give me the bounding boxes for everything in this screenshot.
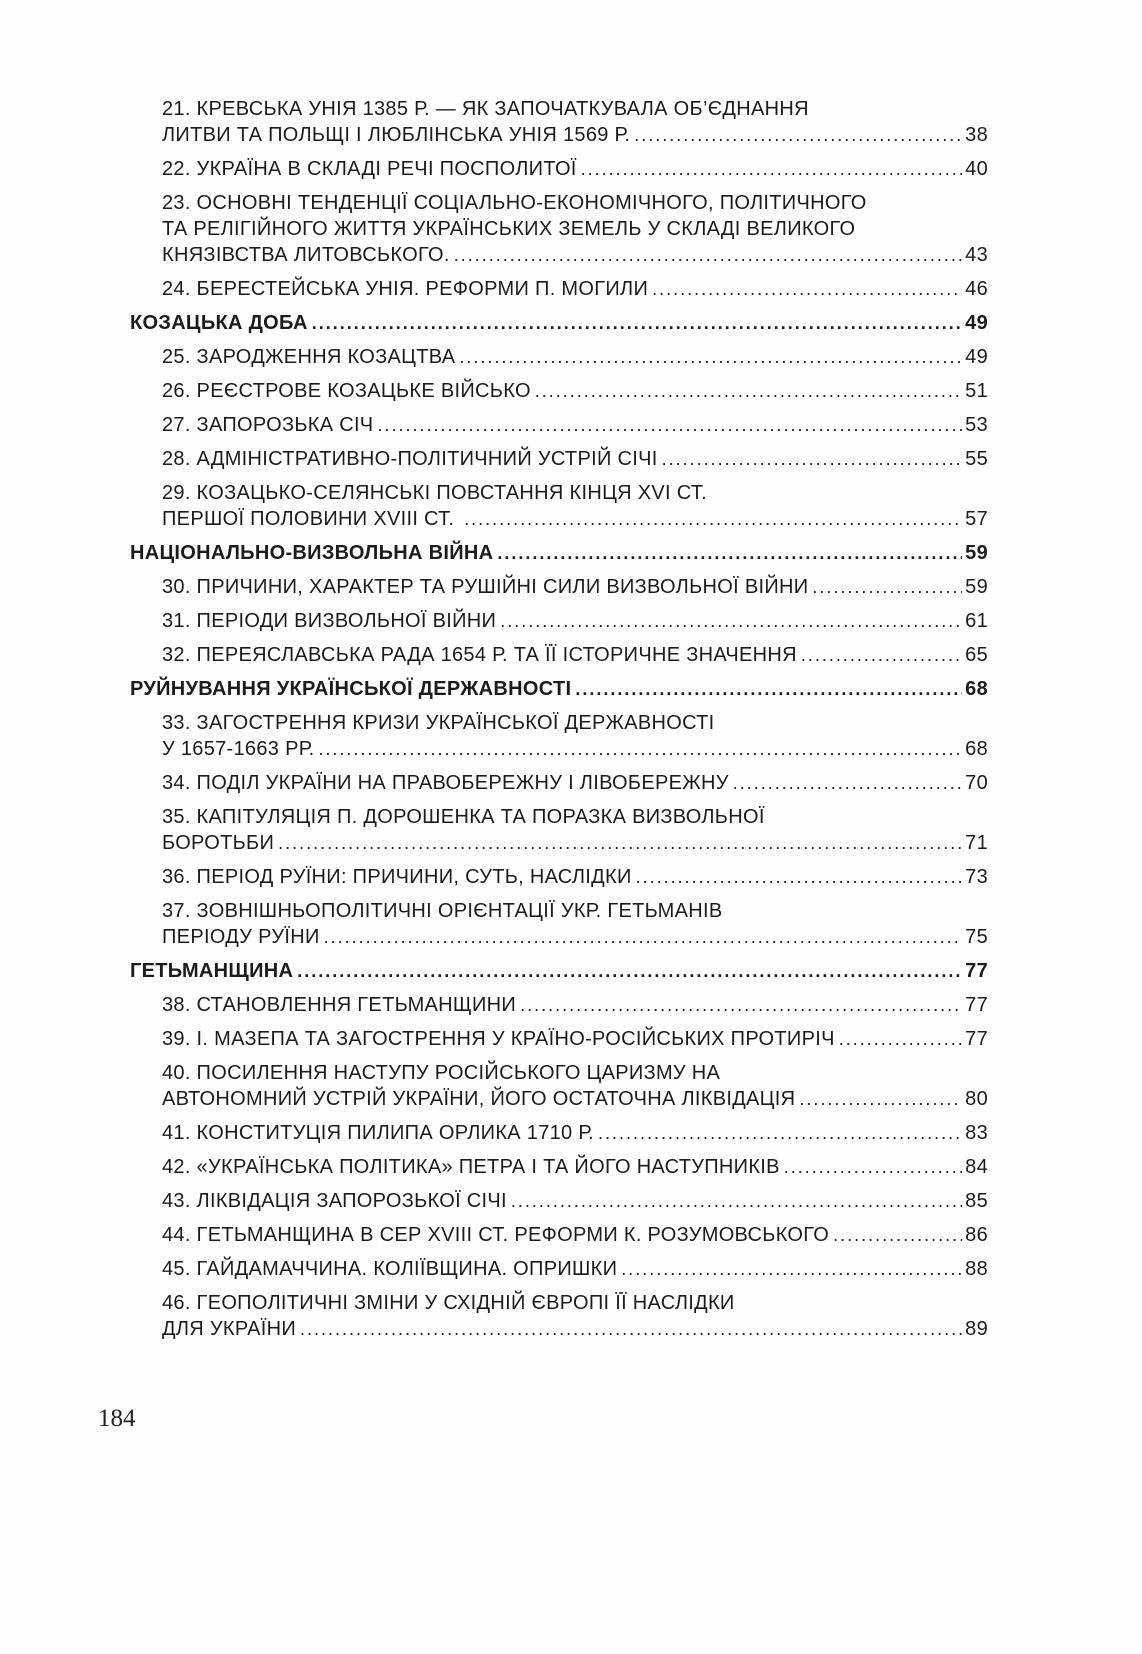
toc-entry-title: КНЯЗІВСТВА ЛИТОВСЬКОГО. [162,244,450,266]
toc-entry-title: ЛИТВИ ТА ПОЛЬЩІ І ЛЮБЛІНСЬКА УНІЯ 1569 Р. [162,124,631,146]
toc-entry-title: 43. ЛІКВІДАЦІЯ ЗАПОРОЗЬКОЇ СІЧІ [162,1190,507,1212]
toc-entry-lastline [162,156,988,182]
toc-page-ref: 71 [965,832,988,854]
toc-item-row [130,344,988,370]
toc-entry-title: 34. ПОДІЛ УКРАЇНИ НА ПРАВОБЕРЕЖНУ І ЛІВОБЕРЕЖНУ [162,772,729,794]
toc-entry-lastline [162,1316,988,1342]
toc-item-row [130,1026,988,1052]
toc-entry-lastline [162,412,988,438]
toc-item-row [130,1188,988,1214]
toc-page-ref: 57 [965,508,988,530]
toc-page-ref: 43 [965,244,988,266]
toc-item-row [130,1256,988,1282]
page-number: 184 [98,1405,136,1432]
toc-entry-lastline [162,642,988,668]
toc-entry-title: КОЗАЦЬКА ДОБА [130,312,308,334]
dot-leader [784,1154,962,1180]
toc-entry-title: 32. ПЕРЕЯСЛАВСЬКА РАДА 1654 Р. ТА ЇЇ ІСТОРИЧНЕ ЗНАЧЕННЯ [162,644,797,666]
toc-page-ref: 51 [965,380,988,402]
toc-page-ref: 61 [965,610,988,632]
toc-entry-title: 28. АДМІНІСТРАТИВНО-ПОЛІТИЧНИЙ УСТРІЙ СІЧІ [162,448,658,470]
toc-item-row [130,1060,988,1112]
dot-leader [318,736,962,762]
toc-entry-lastline [162,344,988,370]
toc-page-ref: 40 [965,158,988,180]
toc-page-ref: 84 [965,1156,988,1178]
toc-entry-title: 30. ПРИЧИНИ, ХАРАКТЕР ТА РУШІЙНІ СИЛИ ВИЗВОЛЬНОЇ ВІЙНИ [162,576,809,598]
toc-item-row [130,864,988,890]
dot-leader [833,1222,962,1248]
dot-leader [662,446,963,472]
toc-entry-line: 40. ПОСИЛЕННЯ НАСТУПУ РОСІЙСЬКОГО ЦАРИЗМУ НА [162,1062,721,1084]
dot-leader [278,830,962,856]
dot-leader [801,642,962,668]
toc-item-row [130,480,988,532]
toc-entry-title: 31. ПЕРІОДИ ВИЗВОЛЬНОЇ ВІЙНИ [162,610,497,632]
toc-entry-line: 21. КРЕВСЬКА УНІЯ 1385 Р. — ЯК ЗАПОЧАТКУВАЛА ОБ’ЄДНАННЯ [162,98,809,120]
toc-entry-title: 41. КОНСТИТУЦІЯ ПИЛИПА ОРЛИКА 1710 Р. [162,1122,595,1144]
toc-entry-title: ПЕРШОЇ ПОЛОВИНИ XVIII СТ. [162,508,461,530]
toc-entry-title: 38. СТАНОВЛЕННЯ ГЕТЬМАНЩИНИ [162,994,517,1016]
toc-item-row [130,96,988,148]
toc-entry-title: ПЕРІОДУ РУЇНИ [162,926,320,948]
toc-item-row [130,276,988,302]
toc-entry-title: У 1657-1663 РР. [162,738,315,760]
toc-entry-title: 24. БЕРЕСТЕЙСЬКА УНІЯ. РЕФОРМИ П. МОГИЛИ [162,278,649,300]
toc-entry-lastline [130,676,988,702]
toc-entry-title: 39. І. МАЗЕПА ТА ЗАГОСТРЕННЯ У КРАЇНО-РОСІЙСЬКИХ ПРОТИРІЧ [162,1028,835,1050]
toc-page-ref: 46 [965,278,988,300]
toc-entry-title: 36. ПЕРІОД РУЇНИ: ПРИЧИНИ, СУТЬ, НАСЛІДКИ [162,866,632,888]
dot-leader [652,276,962,302]
table-of-contents [130,96,988,1350]
toc-entry-lastline [162,1222,988,1248]
toc-item-row [130,608,988,634]
toc-section-row [130,958,988,984]
toc-entry-lastline [162,924,988,950]
toc-item-row [130,1120,988,1146]
toc-entry-lastline [162,736,988,762]
toc-page-ref: 55 [965,448,988,470]
toc-entry-lastline [162,276,988,302]
dot-leader [497,540,962,566]
toc-entry-lastline [162,1026,988,1052]
dot-leader [297,958,962,984]
toc-item-row [130,898,988,950]
toc-entry-lastline [162,992,988,1018]
toc-entry-lastline [162,864,988,890]
dot-leader [377,412,962,438]
toc-item-row [130,412,988,438]
toc-item-row [130,804,988,856]
toc-page-ref: 85 [965,1190,988,1212]
dot-leader [511,1188,962,1214]
toc-entry-title: РУЙНУВАННЯ УКРАЇНСЬКОЇ ДЕРЖАВНОСТІ [130,678,572,700]
dot-leader [324,924,963,950]
toc-entry-lastline [162,378,988,404]
toc-item-row [130,190,988,268]
toc-item-row [130,1290,988,1342]
toc-page-ref: 53 [965,414,988,436]
toc-item-row [130,992,988,1018]
toc-page-ref: 73 [965,866,988,888]
toc-item-row [130,378,988,404]
toc-entry-lastline [130,540,988,566]
dot-leader [634,122,962,148]
toc-item-row [130,642,988,668]
dot-leader [300,1316,962,1342]
toc-entry-lastline [162,1120,988,1146]
toc-page-ref: 70 [965,772,988,794]
toc-item-row [130,770,988,796]
toc-item-row [130,574,988,600]
dot-leader [621,1256,962,1282]
toc-page-ref: 86 [965,1224,988,1246]
toc-page-ref: 77 [965,1028,988,1050]
toc-entry-title: 25. ЗАРОДЖЕННЯ КОЗАЦТВА [162,346,456,368]
toc-entry-line: 23. ОСНОВНІ ТЕНДЕНЦІЇ СОЦІАЛЬНО-ЕКОНОМІЧНОГО, ПОЛІТИЧНОГО [162,192,867,214]
dot-leader [312,310,962,336]
toc-page-ref: 77 [965,960,988,982]
toc-entry-lastline [162,446,988,472]
toc-page-ref: 75 [965,926,988,948]
dot-leader [799,1086,962,1112]
toc-page-ref: 49 [965,312,988,334]
dot-leader [839,1026,962,1052]
toc-entry-lastline [130,310,988,336]
toc-section-row [130,676,988,702]
dot-leader [464,506,962,532]
toc-entry-title: НАЦІОНАЛЬНО-ВИЗВОЛЬНА ВІЙНА [130,542,494,564]
toc-item-row [130,446,988,472]
toc-page-ref: 89 [965,1318,988,1340]
toc-entry-line: 46. ГЕОПОЛІТИЧНІ ЗМІНИ У СХІДНІЙ ЄВРОПІ ЇЇ НАСЛІДКИ [162,1292,735,1314]
toc-entry-lastline [162,1154,988,1180]
toc-entry-title: 45. ГАЙДАМАЧЧИНА. КОЛІЇВЩИНА. ОПРИШКИ [162,1258,618,1280]
toc-item-row [130,1222,988,1248]
toc-page-ref: 68 [965,738,988,760]
dot-leader [636,864,963,890]
dot-leader [454,242,962,268]
dot-leader [459,344,962,370]
toc-item-row [130,710,988,762]
toc-item-row [130,156,988,182]
toc-entry-title: 44. ГЕТЬМАНЩИНА В СЕР XVIII СТ. РЕФОРМИ К. РОЗУМОВСЬКОГО [162,1224,830,1246]
toc-page-ref: 59 [965,576,988,598]
toc-page-ref: 88 [965,1258,988,1280]
toc-entry-title: 22. УКРАЇНА В СКЛАДІ РЕЧІ ПОСПОЛИТОЇ [162,158,577,180]
dot-leader [581,156,962,182]
toc-entry-title: 26. РЕЄСТРОВЕ КОЗАЦЬКЕ ВІЙСЬКО [162,380,531,402]
dot-leader [598,1120,962,1146]
toc-section-row [130,540,988,566]
toc-entry-lastline [162,1188,988,1214]
toc-entry-title: 27. ЗАПОРОЗЬКА СІЧ [162,414,374,436]
toc-page-ref: 59 [965,542,988,564]
dot-leader [575,676,962,702]
toc-page-ref: 38 [965,124,988,146]
toc-entry-title: ГЕТЬМАНЩИНА [130,960,294,982]
toc-entry-line: 29. КОЗАЦЬКО-СЕЛЯНСЬКІ ПОВСТАННЯ КІНЦЯ XVI СТ. [162,482,707,504]
toc-entry-line: 37. ЗОВНІШНЬОПОЛІТИЧНІ ОРІЄНТАЦІЇ УКР. ГЕТЬМАНІВ [162,900,723,922]
toc-entry-line: ТА РЕЛІГІЙНОГО ЖИТТЯ УКРАЇНСЬКИХ ЗЕМЕЛЬ У СКЛАДІ ВЕЛИКОГО [162,218,856,240]
toc-entry-lastline [162,242,988,268]
dot-leader [520,992,962,1018]
toc-entry-lastline [130,958,988,984]
toc-page-ref: 77 [965,994,988,1016]
toc-entry-lastline [162,1256,988,1282]
toc-entry-title: БОРОТЬБИ [162,832,275,854]
toc-entry-lastline [162,1086,988,1112]
dot-leader [733,770,962,796]
toc-page-ref: 49 [965,346,988,368]
toc-entry-lastline [162,608,988,634]
toc-page-ref: 83 [965,1122,988,1144]
toc-entry-lastline [162,770,988,796]
toc-entry-title: ДЛЯ УКРАЇНИ [162,1318,297,1340]
toc-entry-title: АВТОНОМНИЙ УСТРІЙ УКРАЇНИ, ЙОГО ОСТАТОЧНА ЛІКВІДАЦІЯ [162,1088,796,1110]
toc-entry-lastline [162,830,988,856]
toc-entry-line: 35. КАПІТУЛЯЦІЯ П. ДОРОШЕНКА ТА ПОРАЗКА ВИЗВОЛЬНОЇ [162,806,765,828]
toc-entry-line: 33. ЗАГОСТРЕННЯ КРИЗИ УКРАЇНСЬКОЇ ДЕРЖАВНОСТІ [162,712,715,734]
dot-leader [500,608,962,634]
toc-page-ref: 80 [965,1088,988,1110]
toc-entry-lastline [162,506,988,532]
toc-entry-lastline [162,574,988,600]
toc-page-ref: 68 [965,678,988,700]
dot-leader [535,378,962,404]
toc-section-row [130,310,988,336]
toc-item-row [130,1154,988,1180]
toc-page-ref: 65 [965,644,988,666]
dot-leader [812,574,962,600]
toc-entry-title: 42. «УКРАЇНСЬКА ПОЛІТИКА» ПЕТРА І ТА ЙОГО НАСТУПНИКІВ [162,1156,780,1178]
toc-entry-lastline [162,122,988,148]
